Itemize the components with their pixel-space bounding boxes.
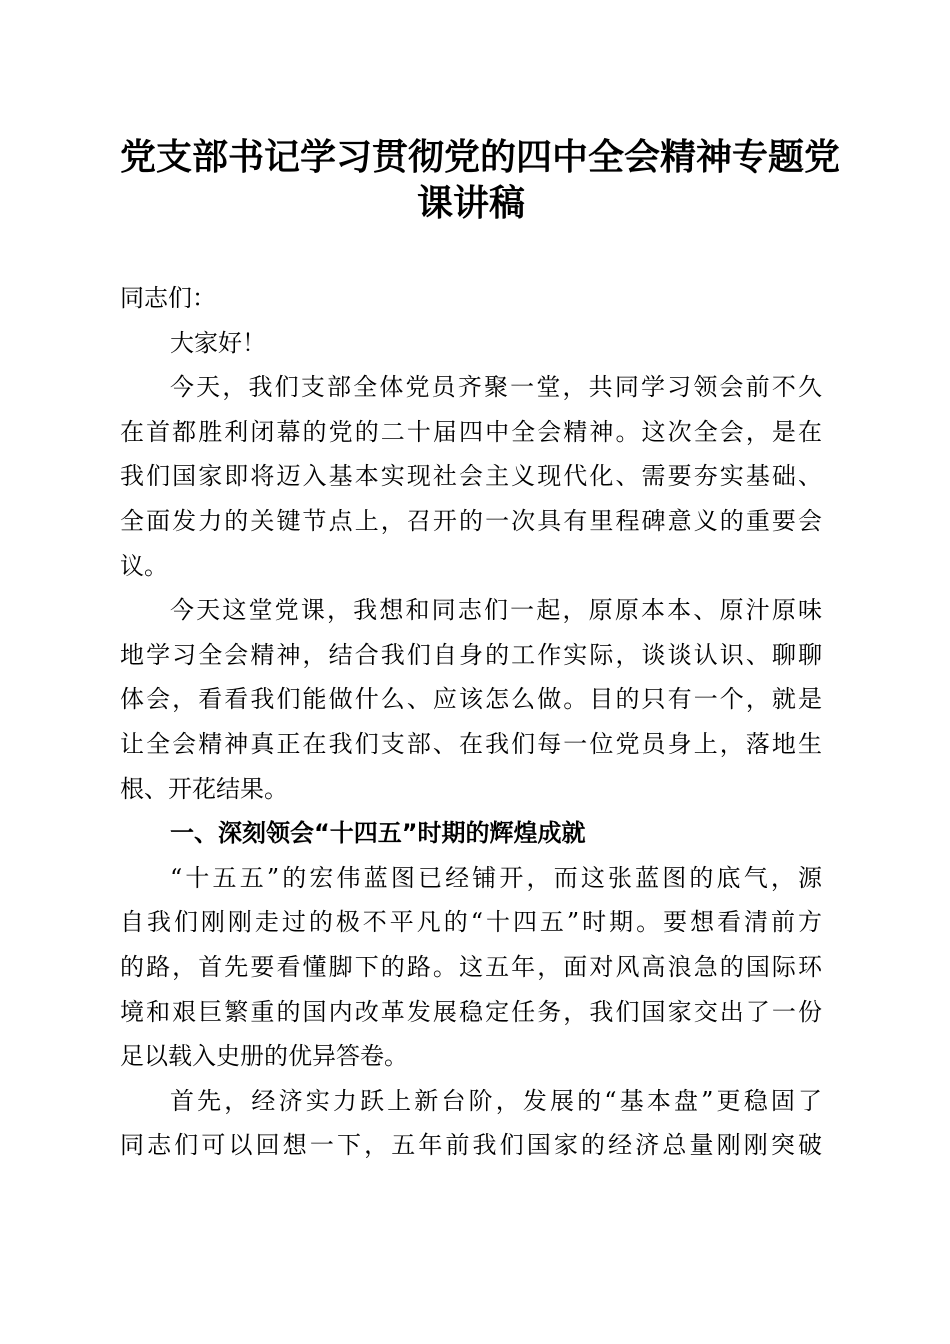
title-line: 课讲稿 [416, 182, 525, 224]
salutation: 同志们： [120, 284, 216, 312]
paragraph-line: 在首都胜利闭幕的党的二十届四中全会精神。这次全会，是在 [120, 417, 822, 446]
paragraph-line: 今天，我们支部全体党员齐聚一堂，共同学习领会前不久 [170, 373, 822, 402]
greeting: 大家好！ [170, 328, 266, 357]
title-line: 党支部书记学习贯彻党的四中全会精神专题党 [120, 136, 841, 178]
paragraph [120, 588, 822, 811]
paragraph [120, 1079, 822, 1168]
document-body [120, 276, 822, 1168]
paragraph-line: 议。 [120, 551, 168, 580]
paragraph [120, 856, 822, 1079]
paragraph-line: 根、开花结果。 [120, 774, 288, 803]
paragraph [120, 365, 822, 588]
paragraph-line: 同志们可以回想一下，五年前我们国家的经济总量刚刚突破 [120, 1131, 822, 1160]
paragraph-line: 体会，看看我们能做什么、应该怎么做。目的只有一个，就是 [120, 685, 822, 714]
paragraph-line: 我们国家即将迈入基本实现社会主义现代化、需要夯实基础、 [120, 462, 822, 491]
section-heading: 一、深刻领会“十四五”时期的辉煌成就 [170, 819, 586, 848]
paragraph-line: 让全会精神真正在我们支部、在我们每一位党员身上，落地生 [120, 729, 822, 758]
paragraph-line: 自我们刚刚走过的极不平凡的“十四五”时期。要想看清前方 [120, 908, 822, 937]
paragraph-line: 地学习全会精神，结合我们自身的工作实际，谈谈认识、聊聊 [120, 640, 822, 669]
paragraph-line: 的路，首先要看懂脚下的路。这五年，面对风高浪急的国际环 [120, 952, 822, 981]
paragraph-line: 全面发力的关键节点上，召开的一次具有里程碑意义的重要会 [120, 506, 822, 535]
paragraph-line: 境和艰巨繁重的国内改革发展稳定任务，我们国家交出了一份 [120, 997, 822, 1026]
paragraph-line: 足以载入史册的优异答卷。 [120, 1042, 408, 1071]
paragraph-line: 首先，经济实力跃上新台阶，发展的“基本盘”更稳固了 [170, 1086, 822, 1115]
paragraph-line: 今天这堂党课，我想和同志们一起，原原本本、原汁原味 [170, 596, 822, 625]
document-title [120, 134, 841, 226]
paragraph-line: “十五五”的宏伟蓝图已经铺开，而这张蓝图的底气，源 [170, 863, 822, 892]
